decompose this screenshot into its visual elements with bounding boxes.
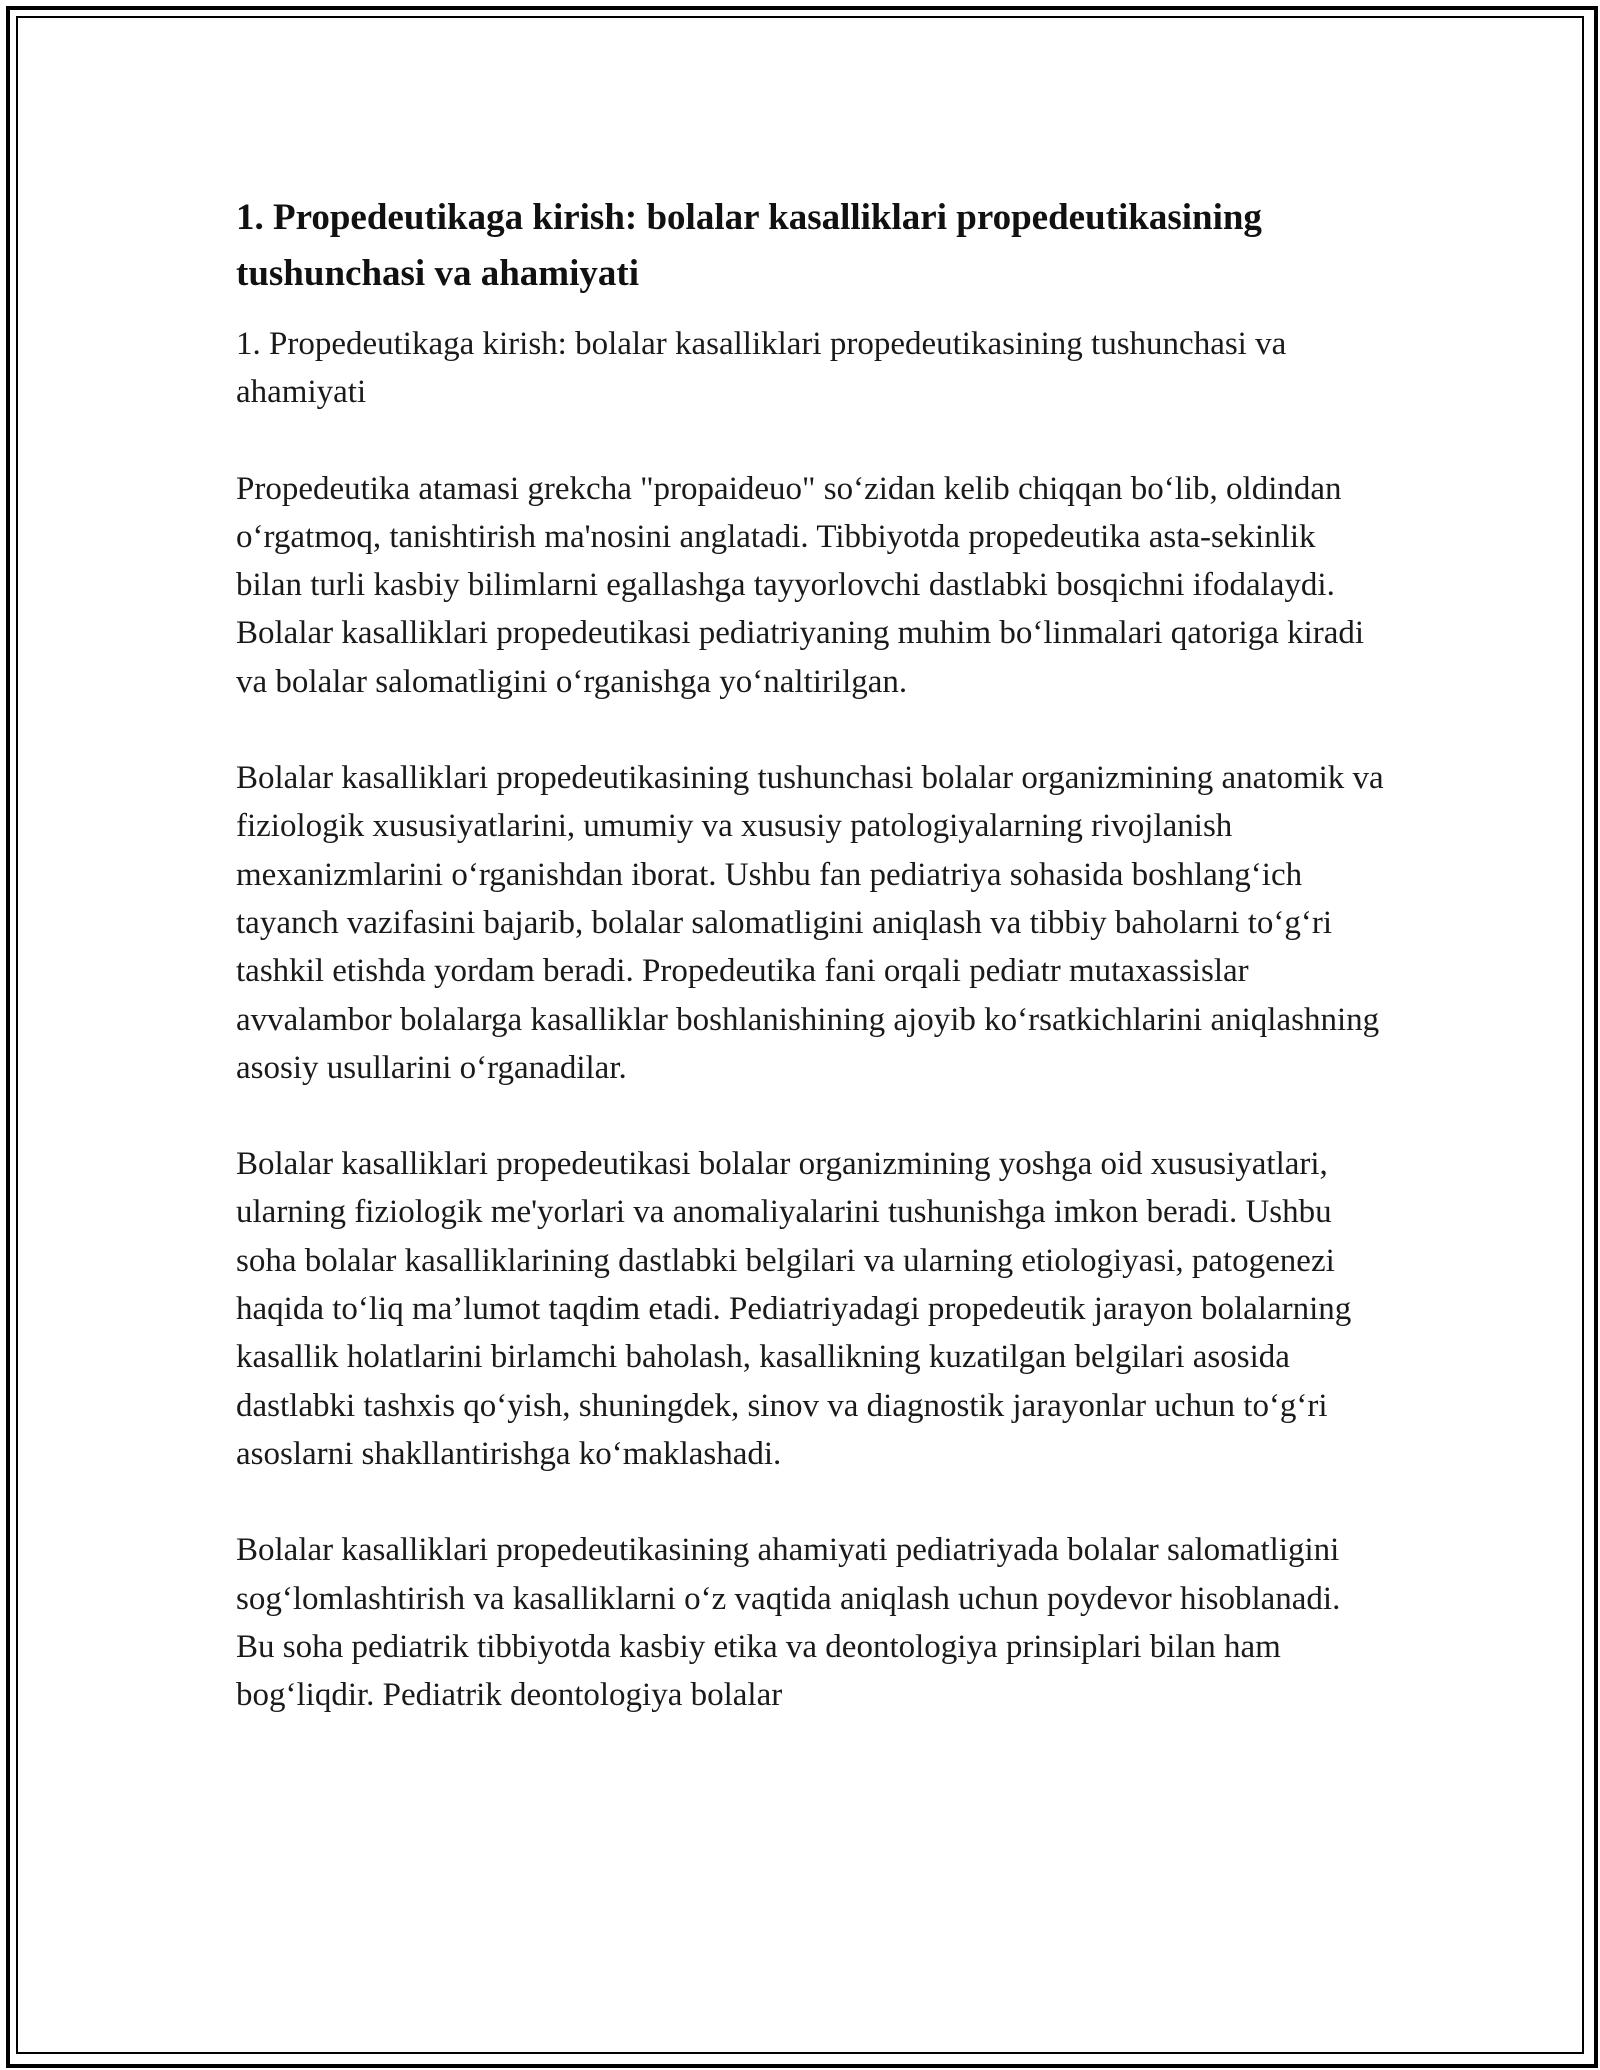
document-title: 1. Propedeutikaga kirish: bolalar kasalliklari propedeutikasining tushunchasi va ahamiyati [236, 197, 1262, 294]
document-subtitle: 1. Propedeutikaga kirish: bolalar kasalliklari propedeutikasining tushunchasi va ahamiyati [236, 326, 1287, 411]
paragraph-4: Bolalar kasalliklari propedeutikasining ahamiyati pediatriyada bolalar salomatligini sog‘lomlashtirish va kasalliklarni o‘z vaqtida aniqlash uchun poydevor hisoblanadi. Bu soha pediatrik tibbiyotda kasbiy etika va deontologiya prinsiplari bilan ham bog‘liqdir. Pediatrik deontologiya bolalar [236, 1532, 1341, 1714]
paragraph-2: Bolalar kasalliklari propedeutikasining tushunchasi bolalar organizmining anatomik va fiziologik xususiyatlarini, umumiy va xususiy patologiyalarning rivojlanish mexanizmlarini o‘rganishdan iborat. Ushbu fan pediatriya sohasida boshlang‘ich tayanch vazifasini bajarib, bolalar salomatligini aniqlash va tibbiy baholarni to‘g‘ri tashkil etishda yordam beradi. Propedeutika fani orqali pediatr mutaxassislar avvalambor bolalarga kasalliklar boshlanishining ajoyib ko‘rsatkichlarini aniqlashning asosiy usullarini o‘rganadilar. [236, 760, 1384, 1086]
paragraph-1: Propedeutika atamasi grekcha "propaideuo" so‘zidan kelib chiqqan bo‘lib, oldindan o‘rgatmoq, tanishtirish ma'nosini anglatadi. Tibbiyotda propedeutika asta-sekinlik bilan turli kasbiy bilimlarni egallashga tayyorlovchi dastlabki bosqichni ifodalaydi. Bolalar kasalliklari propedeutikasi pediatriyaning muhim bo‘linmalari qatoriga kiradi va bolalar salomatligini o‘rganishga yo‘naltirilgan. [236, 470, 1365, 700]
paragraph-3: Bolalar kasalliklari propedeutikasi bolalar organizmining yoshga oid xususiyatlari, ularning fiziologik me'yorlari va anomaliyalarini tushunishga imkon beradi. Ushbu soha bolalar kasalliklarining dastlabki belgilari va ularning etiologiyasi, patogenezi haqida to‘liq ma’lumot taqdim etadi. Pediatriyadagi propedeutik jarayon bolalarning kasallik holatlarini birlamchi baholash, kasallikning kuzatilgan belgilari asosida dastlabki tashxis qo‘yish, shuningdek, sinov va diagnostik jarayonlar uchun to‘g‘ri asoslarni shakllantirishga ko‘maklashadi. [236, 1146, 1352, 1472]
document-page [236, 190, 1386, 1719]
